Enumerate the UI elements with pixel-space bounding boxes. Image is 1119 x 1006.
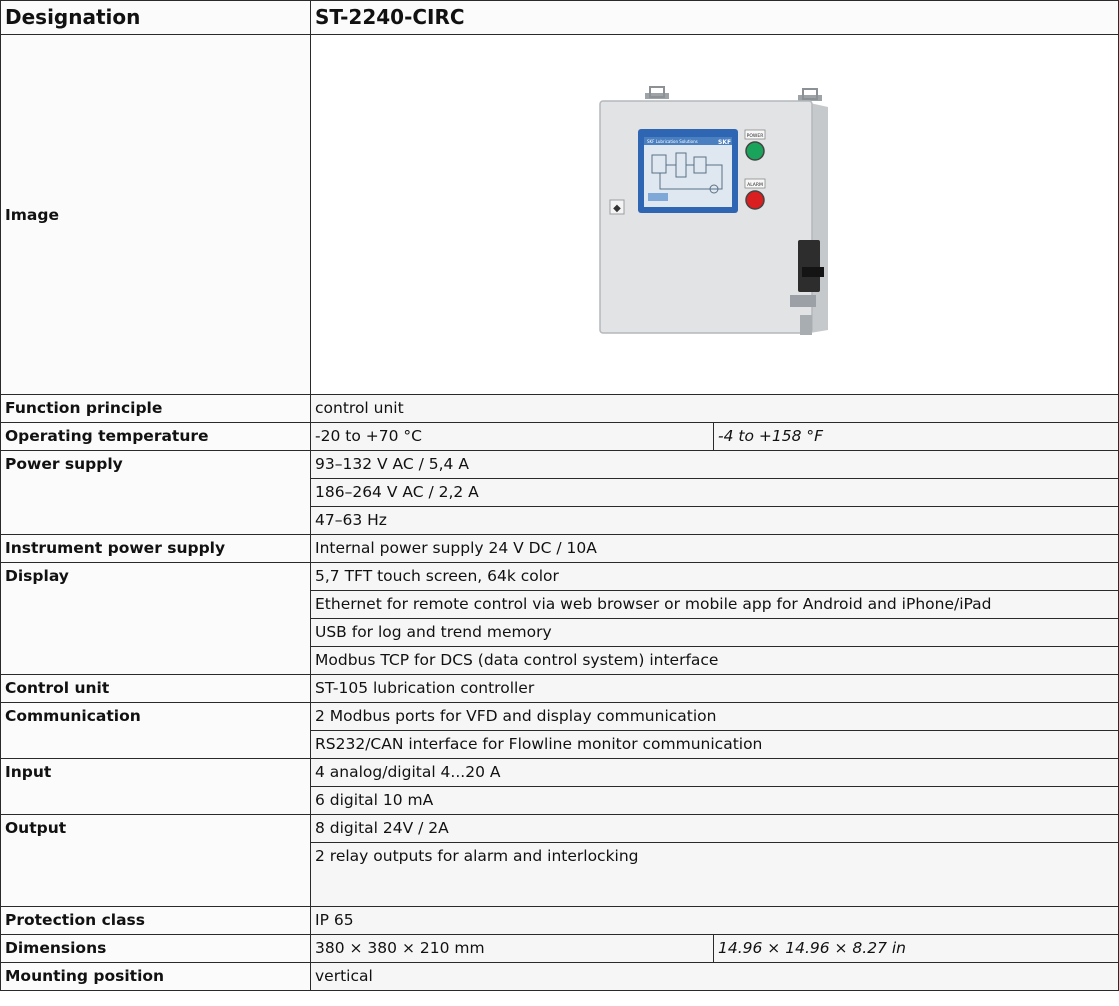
output-value: 2 relay outputs for alarm and interlocking: [311, 843, 1119, 907]
power-supply-value: 47–63 Hz: [311, 507, 1119, 535]
product-image-cell: [311, 35, 1119, 395]
input-row: [1, 759, 1119, 787]
output-value: 8 digital 24V / 2A: [311, 815, 1119, 843]
protection-class-value: IP 65: [311, 907, 1119, 935]
control-unit-label: Control unit: [1, 675, 311, 703]
green-button: [746, 142, 764, 160]
function-principle-label: Function principle: [1, 395, 311, 423]
red-button: [746, 191, 764, 209]
communication-value: RS232/CAN interface for Flowline monitor communication: [311, 731, 1119, 759]
svg-text:◆: ◆: [612, 202, 621, 214]
power-supply-row: [1, 451, 1119, 479]
control-unit-row: [1, 675, 1119, 703]
dimensions-label: Dimensions: [1, 935, 311, 963]
image-row: [1, 35, 1119, 395]
communication-label: Communication: [1, 703, 311, 759]
display-label: Display: [1, 563, 311, 675]
input-value: 6 digital 10 mA: [311, 787, 1119, 815]
screen-title: SKF Lubrication Solutions: [646, 138, 698, 144]
instrument-power-supply-label: Instrument power supply: [1, 535, 311, 563]
communication-value: 2 Modbus ports for VFD and display communication: [311, 703, 1119, 731]
dimensions-row: [1, 935, 1119, 963]
control-cabinet-image: [590, 85, 840, 345]
skf-logo: SKF: [717, 138, 731, 146]
operating-temperature-row: [1, 423, 1119, 451]
dimensions-imperial: 14.96 × 14.96 × 8.27 in: [714, 935, 1119, 963]
function-principle-row: [1, 395, 1119, 423]
image-label: Image: [1, 35, 311, 395]
protection-class-label: Protection class: [1, 907, 311, 935]
display-value: 5,7 TFT touch screen, 64k color: [311, 563, 1119, 591]
output-row: [1, 815, 1119, 843]
power-supply-value: 186–264 V AC / 2,2 A: [311, 479, 1119, 507]
output-label: Output: [1, 815, 311, 907]
function-principle-value: control unit: [311, 395, 1119, 423]
display-value: USB for log and trend memory: [311, 619, 1119, 647]
power-label: POWER: [746, 133, 763, 139]
power-supply-label: Power supply: [1, 451, 311, 535]
instrument-power-supply-value: Internal power supply 24 V DC / 10A: [311, 535, 1119, 563]
display-row: [1, 563, 1119, 591]
designation-row: [1, 1, 1119, 35]
operating-temperature-label: Operating temperature: [1, 423, 311, 451]
display-value: Ethernet for remote control via web browser or mobile app for Android and iPhone/iPad: [311, 591, 1119, 619]
mounting-position-value: vertical: [311, 963, 1119, 991]
mounting-position-row: [1, 963, 1119, 991]
display-value: Modbus TCP for DCS (data control system) interface: [311, 647, 1119, 675]
main-switch: [798, 240, 820, 292]
protection-class-row: [1, 907, 1119, 935]
input-value: 4 analog/digital 4...20 A: [311, 759, 1119, 787]
mounting-position-label: Mounting position: [1, 963, 311, 991]
instrument-power-supply-row: [1, 535, 1119, 563]
alarm-label: ALARM: [746, 182, 763, 188]
communication-row: [1, 703, 1119, 731]
control-unit-value: ST-105 lubrication controller: [311, 675, 1119, 703]
power-supply-value: 93–132 V AC / 5,4 A: [311, 451, 1119, 479]
operating-temperature-imperial: -4 to +158 °F: [714, 423, 1119, 451]
designation-value: ST-2240-CIRC: [311, 1, 1119, 35]
input-label: Input: [1, 759, 311, 815]
dimensions-metric: 380 × 380 × 210 mm: [311, 935, 714, 963]
operating-temperature-metric: -20 to +70 °C: [311, 423, 714, 451]
designation-label: Designation: [1, 1, 311, 35]
